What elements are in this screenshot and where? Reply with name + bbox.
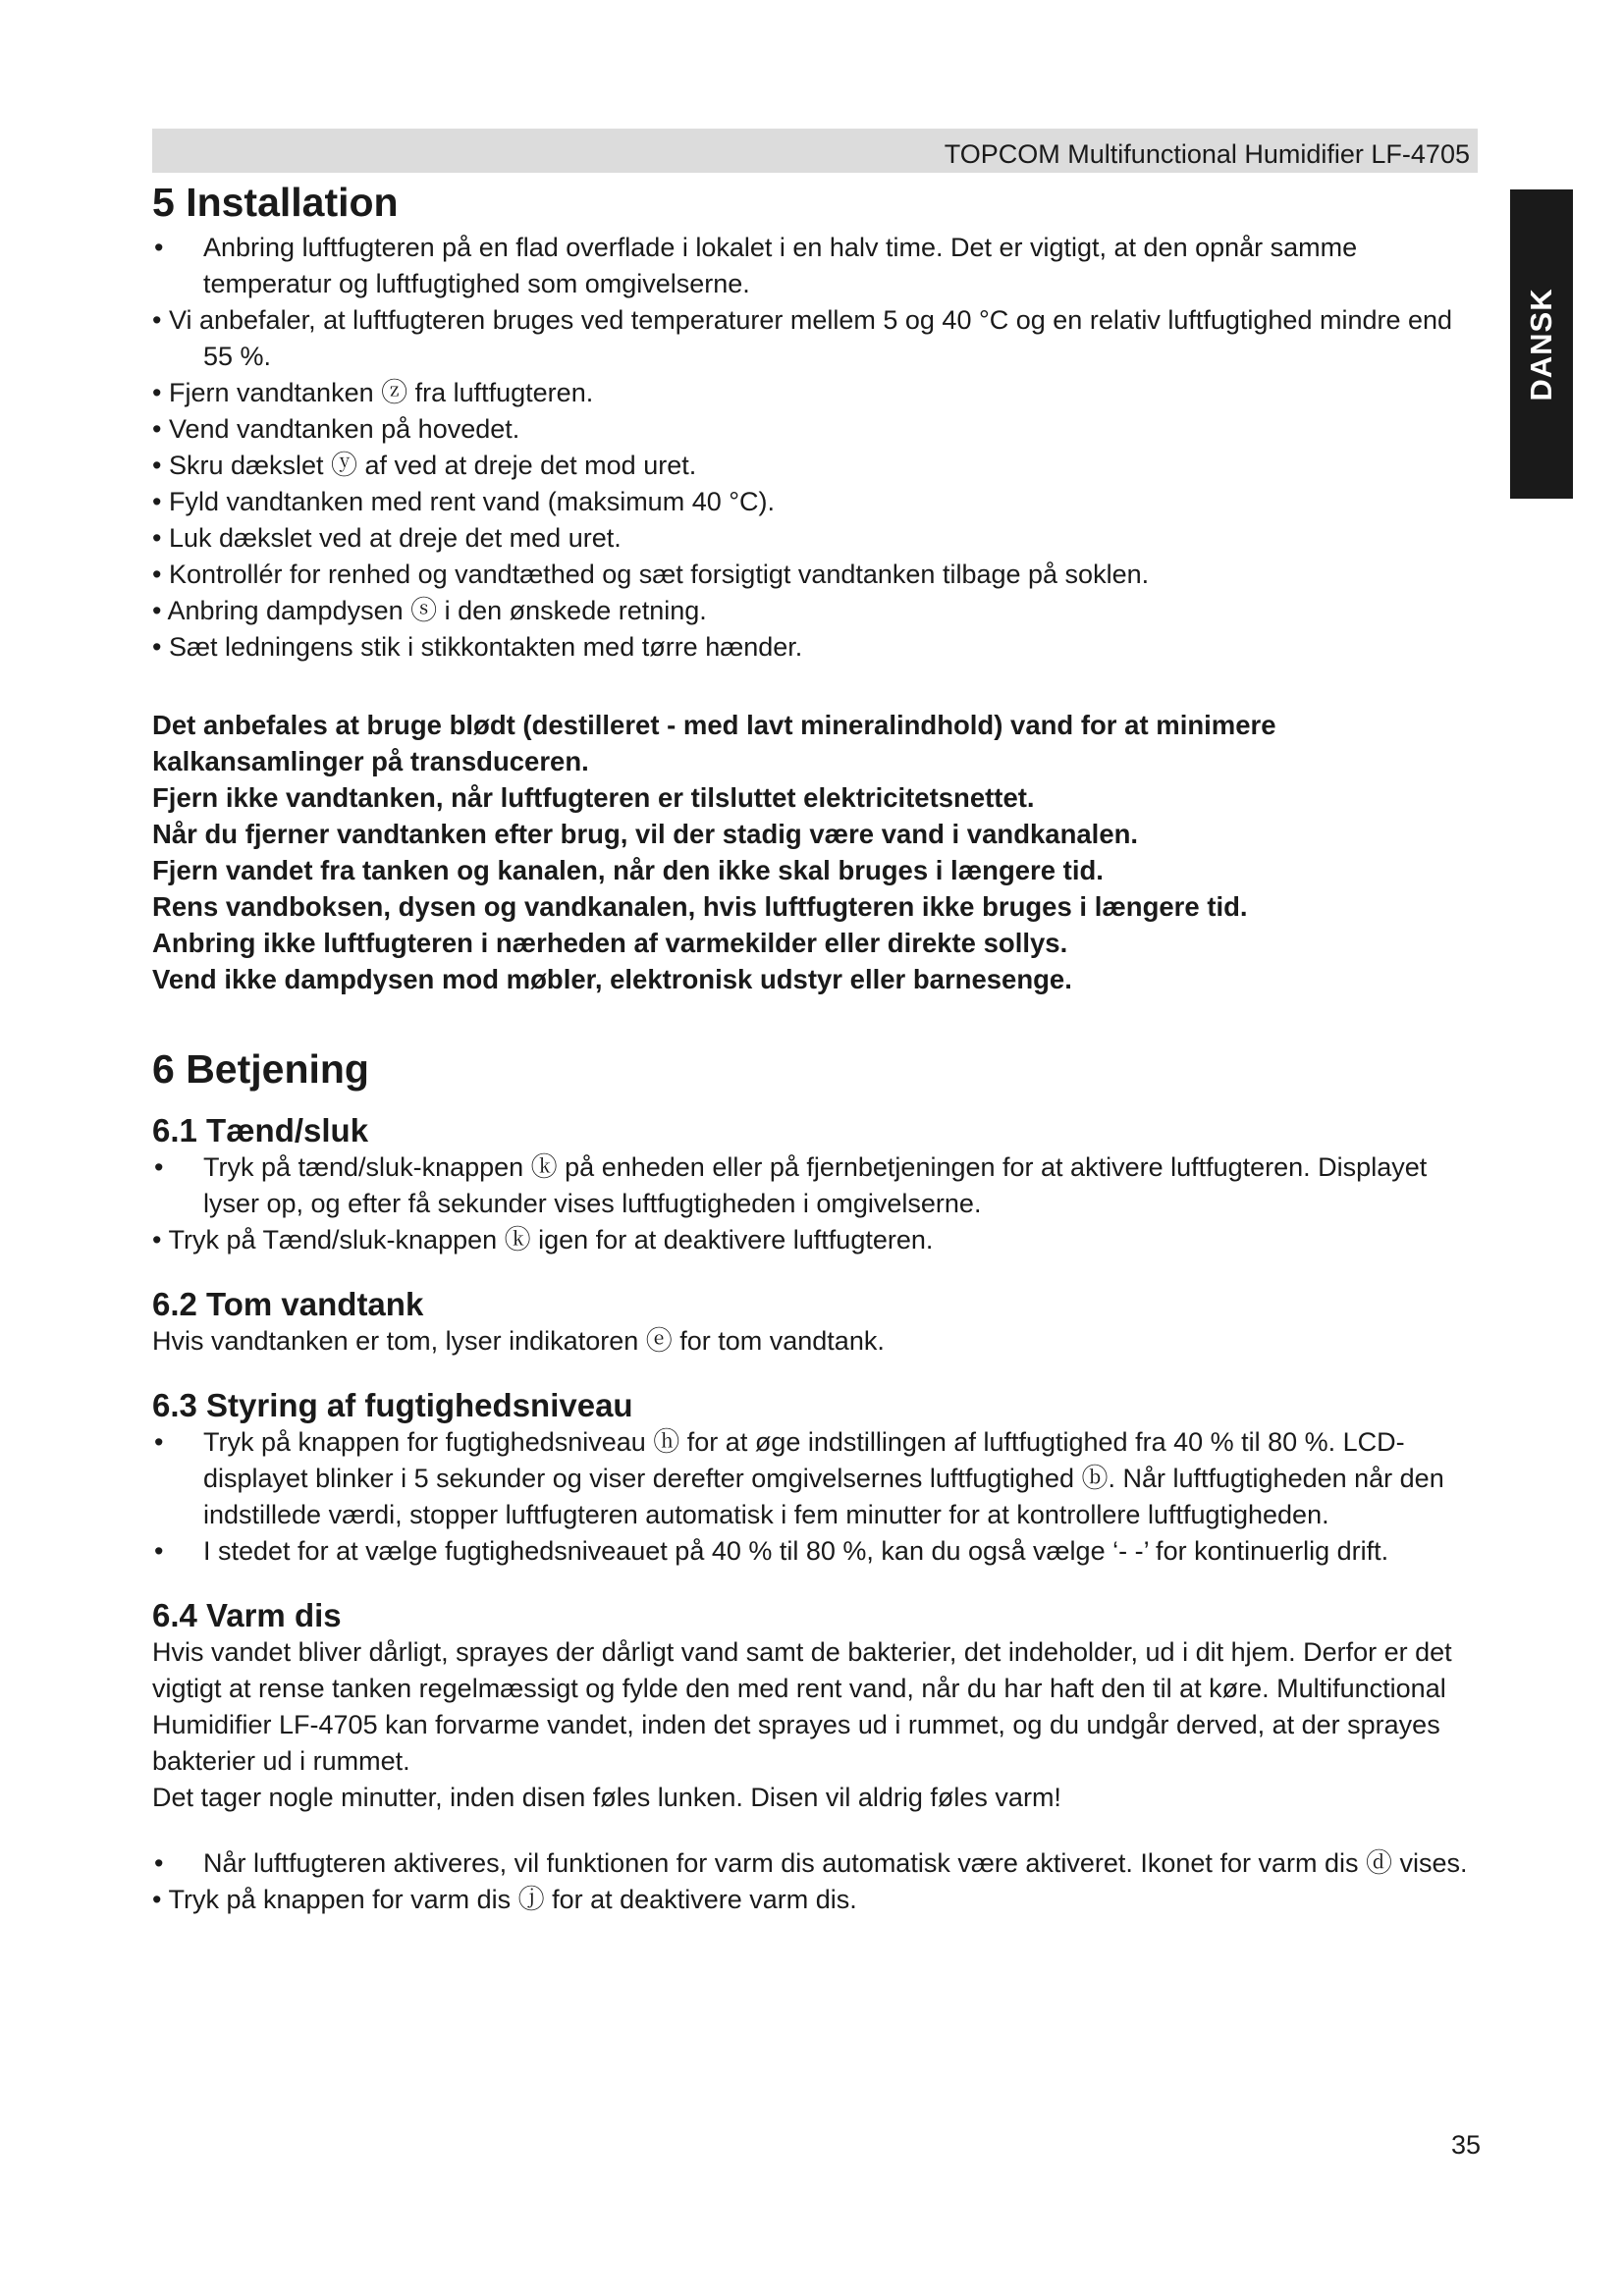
warning-text: Rens vandboksen, dysen og vandkanalen, hvis luftfugteren ikke bruges i længere tid.: [152, 891, 1248, 922]
page-number: 35: [1451, 2130, 1482, 2160]
list-item: • Sæt ledningens stik i stikkontakten med tørre hænder.: [152, 629, 1478, 666]
warning-text: Det anbefales at bruge blødt (destilleret - med lavt mineralindhold) vand for at minimere kalkansamlinger på transduceren.: [152, 710, 1276, 776]
list-item: • Når luftfugteren aktiveres, vil funktionen for varm dis automatisk være aktiveret. Ikonet for varm dis ⓓ vises.: [152, 1845, 1478, 1882]
subsection-heading-6-2: 6.2 Tom vandtank: [152, 1286, 424, 1322]
power-list: [152, 1149, 1478, 1258]
list-item: • Skru dækslet ⓨ af ved at dreje det mod uret.: [152, 448, 1478, 484]
subsection-heading-6-3: 6.3 Styring af fugtighedsniveau: [152, 1387, 633, 1423]
warm-mist-list: [152, 1845, 1478, 1918]
list-item: • Kontrollér for renhed og vandtæthed og sæt forsigtigt vandtanken tilbage på soklen.: [152, 557, 1478, 593]
page-content: [152, 175, 1478, 1918]
installation-list: [152, 230, 1478, 666]
subsection-heading-6-1: 6.1 Tænd/sluk: [152, 1112, 369, 1148]
subsection-heading-6-4: 6.4 Varm dis: [152, 1597, 342, 1633]
list-item: • Tryk på tænd/sluk-knappen ⓚ på enheden eller på fjernbetjeningen for at aktivere luftfugteren. Displayet lyser op, og efter få sekunder vises luftfugtigheden i omgivelserne.: [152, 1149, 1478, 1222]
warm-mist-paragraph: Hvis vandet bliver dårligt, sprayes der dårligt vand samt de bakterier, det indeholder, ud i dit hjem. Derfor er det vigtigt at rense tanken regelmæssigt og fylde den med rent vand, når du har haft den til at køre. Multifunctional Humidifier LF-4705 kan forvarme vandet, inden det sprayes ud i rummet, og du undgår derved, at der sprayes bakterier ud i rummet.: [152, 1637, 1452, 1776]
warnings-block: [152, 707, 1478, 997]
warning-text: Fjern ikke vandtanken, når luftfugteren er tilsluttet elektricitetsnettet.: [152, 782, 1035, 813]
list-item: • Tryk på Tænd/sluk-knappen ⓚ igen for at deaktivere luftfugteren.: [152, 1222, 1478, 1258]
warning-text: Anbring ikke luftfugteren i nærheden af varmekilder eller direkte sollys.: [152, 928, 1068, 958]
list-item: • Vi anbefaler, at luftfugteren bruges ved temperaturer mellem 5 og 40 °C og en relativ luftfugtighed mindre end 55 %.: [152, 302, 1478, 375]
section-heading-installation: 5 Installation: [152, 180, 399, 225]
list-item: • Tryk på knappen for fugtighedsniveau ⓗ for at øge indstillingen af luftfugtighed fra 40 % til 80 %. LCD-displayet blinker i 5 sekunder og viser derefter omgivelsernes luftfugtighed ⓑ. Når luftfugtigheden når den indstillede værdi, stopper luftfugteren automatisk i fem minutter for at kontrollere luftfugtigheden.: [152, 1424, 1478, 1533]
humidity-list: [152, 1424, 1478, 1570]
spacer: [152, 1816, 1478, 1845]
list-item: • Luk dækslet ved at dreje det med uret.: [152, 520, 1478, 557]
language-tab: [1510, 189, 1573, 499]
list-item: • Tryk på knappen for varm dis ⓙ for at deaktivere varm dis.: [152, 1882, 1478, 1918]
warning-text: Når du fjerner vandtanken efter brug, vil der stadig være vand i vandkanalen.: [152, 819, 1139, 849]
warning-text: Fjern vandet fra tanken og kanalen, når den ikke skal bruges i længere tid.: [152, 855, 1104, 885]
list-item: • Vend vandtanken på hovedet.: [152, 411, 1478, 448]
warm-mist-paragraph: Det tager nogle minutter, inden disen føles lunken. Disen vil aldrig føles varm!: [152, 1783, 1061, 1812]
list-item: • I stedet for at vælge fugtighedsniveauet på 40 % til 80 %, kan du også vælge ‘- -’ for kontinuerlig drift.: [152, 1533, 1478, 1570]
header-title: TOPCOM Multifunctional Humidifier LF-4705: [944, 139, 1470, 169]
list-item: • Fjern vandtanken ⓩ fra luftfugteren.: [152, 375, 1478, 411]
section-heading-betjening: 6 Betjening: [152, 1046, 369, 1092]
language-tab-label: DANSK: [1524, 287, 1558, 401]
header-bar: [152, 129, 1478, 173]
list-item: • Anbring dampdysen ⓢ i den ønskede retning.: [152, 593, 1478, 629]
list-item: • Anbring luftfugteren på en flad overflade i lokalet i en halv time. Det er vigtigt, at den opnår samme temperatur og luftfugtighed som omgivelserne.: [152, 230, 1478, 302]
list-item: • Fyld vandtanken med rent vand (maksimum 40 °C).: [152, 484, 1478, 520]
warning-text: Vend ikke dampdysen mod møbler, elektronisk udstyr eller barnesenge.: [152, 964, 1072, 994]
empty-tank-text: Hvis vandtanken er tom, lyser indikatoren ⓔ for tom vandtank.: [152, 1326, 885, 1356]
